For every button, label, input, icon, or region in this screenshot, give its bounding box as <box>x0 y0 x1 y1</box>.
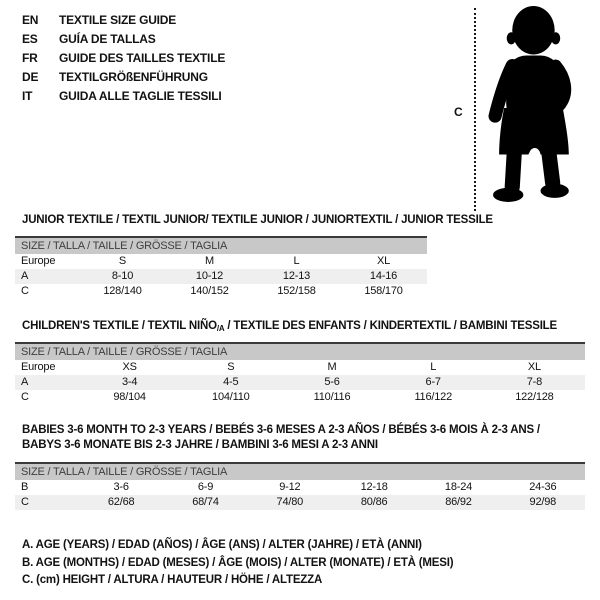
babies-section-title <box>22 423 540 453</box>
baby-head <box>512 6 554 54</box>
language-label: TEXTILGRÖßENFÜHRUNG <box>59 70 208 84</box>
cell-value: 12-13 <box>282 270 311 282</box>
cell-value: 10-12 <box>195 270 224 282</box>
children-title-sub: /A <box>216 324 225 333</box>
cell-value: 3-4 <box>121 376 138 388</box>
language-row <box>22 11 225 30</box>
cell-value: 12-18 <box>360 481 388 493</box>
cell-value: 7-8 <box>526 376 543 388</box>
cell-value: 24-36 <box>529 481 557 493</box>
cell-value: 152/158 <box>277 285 316 297</box>
row-label: C <box>21 391 29 403</box>
language-code: IT <box>22 89 33 103</box>
junior-size-table <box>15 236 427 299</box>
cell-value: 122/128 <box>515 391 554 403</box>
babies-size-table <box>15 462 585 510</box>
cell-value: L <box>430 361 437 373</box>
cell-value: M <box>205 255 214 267</box>
language-row <box>22 87 225 106</box>
row-label: C <box>21 285 29 297</box>
table-row <box>15 360 585 375</box>
cell-value: 140/152 <box>190 285 229 297</box>
language-row <box>22 68 225 87</box>
language-label: GUIDA ALLE TAGLIE TESSILI <box>59 89 222 103</box>
language-code: EN <box>22 13 39 27</box>
row-label: C <box>21 496 29 508</box>
cell-value: 9-12 <box>279 481 301 493</box>
legend-line-b: B. AGE (MONTHS) / EDAD (MESES) / ÂGE (MOIS) / ALTER (MONATE) / ETÀ (MESI) <box>22 556 454 569</box>
cell-value: 5-6 <box>324 376 340 388</box>
cell-value: 116/122 <box>414 391 452 403</box>
cell-value: XL <box>527 361 541 373</box>
height-marker-label: C <box>454 105 463 119</box>
legend <box>22 537 453 590</box>
cell-value: 128/140 <box>103 285 142 297</box>
cell-value: 8-10 <box>111 270 134 282</box>
table-row <box>15 284 427 299</box>
table-row <box>15 269 427 284</box>
cell-value: 6-7 <box>425 376 441 388</box>
cell-value: 3-6 <box>113 481 129 493</box>
children-section-title <box>22 319 557 336</box>
cell-value: 68/74 <box>192 496 219 508</box>
legend-line-a: A. AGE (YEARS) / EDAD (AÑOS) / ÂGE (ANS) / ALTER (JAHRE) / ETÀ (ANNI) <box>22 539 422 551</box>
size-bar: SIZE / TALLA / TAILLE / GRÖSSE / TAGLIA <box>15 236 427 254</box>
language-label: GUÍA DE TALLAS <box>59 32 156 46</box>
children-size-table <box>15 342 585 405</box>
table-row <box>15 375 585 390</box>
cell-value: 74/80 <box>276 496 304 508</box>
row-label: A <box>21 270 29 282</box>
language-label: GUIDE DES TAILLES TEXTILE <box>59 51 226 65</box>
cell-value: 104/110 <box>212 391 250 403</box>
cell-value: S <box>227 361 235 373</box>
cell-value: 110/116 <box>313 391 351 403</box>
cell-value: XL <box>376 255 391 267</box>
cell-value: 4-5 <box>223 376 239 388</box>
baby-right-leg <box>549 150 553 182</box>
cell-value: L <box>293 255 300 267</box>
cell-value: XS <box>122 361 137 373</box>
language-label: TEXTILE SIZE GUIDE <box>59 13 177 27</box>
cell-value: 14-16 <box>369 270 398 282</box>
cell-value: M <box>327 361 337 373</box>
row-label: Europe <box>21 255 56 267</box>
children-title-pre: CHILDREN'S TEXTILE / TEXTIL NIÑO <box>22 320 217 332</box>
cell-value: 6-9 <box>197 481 214 493</box>
table-row <box>15 390 585 405</box>
row-label: A <box>21 376 29 388</box>
cell-value: S <box>118 255 127 267</box>
size-bar: SIZE / TALLA / TAILLE / GRÖSSE / TAGLIA <box>15 462 585 480</box>
row-label: B <box>21 481 29 493</box>
cell-value: 18-24 <box>444 481 473 493</box>
legend-line-c: C. (cm) HEIGHT / ALTURA / HAUTEUR / HÖHE / ALTEZZA <box>22 574 323 586</box>
baby-left-leg <box>512 152 514 186</box>
table-row <box>15 495 585 510</box>
height-dotted-line <box>474 8 476 211</box>
children-title-post: / TEXTILE DES ENFANTS / KINDERTEXTIL / BAMBINI TESSILE <box>224 320 557 332</box>
babies-title-line1: BABIES 3-6 MONTH TO 2-3 YEARS / BEBÉS 3-6 MESES A 2-3 AÑOS / BÉBÉS 3-6 MOIS À 2-3 ANS / <box>22 424 540 436</box>
cell-value: 62/68 <box>107 496 135 508</box>
size-bar: SIZE / TALLA / TAILLE / GRÖSSE / TAGLIA <box>15 342 585 360</box>
cell-value: 86/92 <box>445 496 472 508</box>
language-list <box>22 11 225 106</box>
language-code: FR <box>22 51 38 65</box>
cell-value: 98/104 <box>113 391 146 403</box>
language-row <box>22 30 225 49</box>
baby-silhouette-image <box>481 5 594 207</box>
babies-title-line2: BABYS 3-6 MONATE BIS 2-3 JAHRE / BAMBINI 3-6 MESI A 2-3 ANNI <box>22 439 378 451</box>
cell-value: 80/86 <box>360 496 388 508</box>
language-code: DE <box>22 70 39 84</box>
language-row <box>22 49 225 68</box>
language-code: ES <box>22 32 38 46</box>
row-label: Europe <box>21 361 56 373</box>
table-row <box>15 254 427 269</box>
table-row <box>15 480 585 495</box>
junior-section-title: JUNIOR TEXTILE / TEXTIL JUNIOR/ TEXTILE JUNIOR / JUNIORTEXTIL / JUNIOR TESSILE <box>22 214 493 226</box>
cell-value: 158/170 <box>364 285 403 297</box>
cell-value: 92/98 <box>529 496 557 508</box>
